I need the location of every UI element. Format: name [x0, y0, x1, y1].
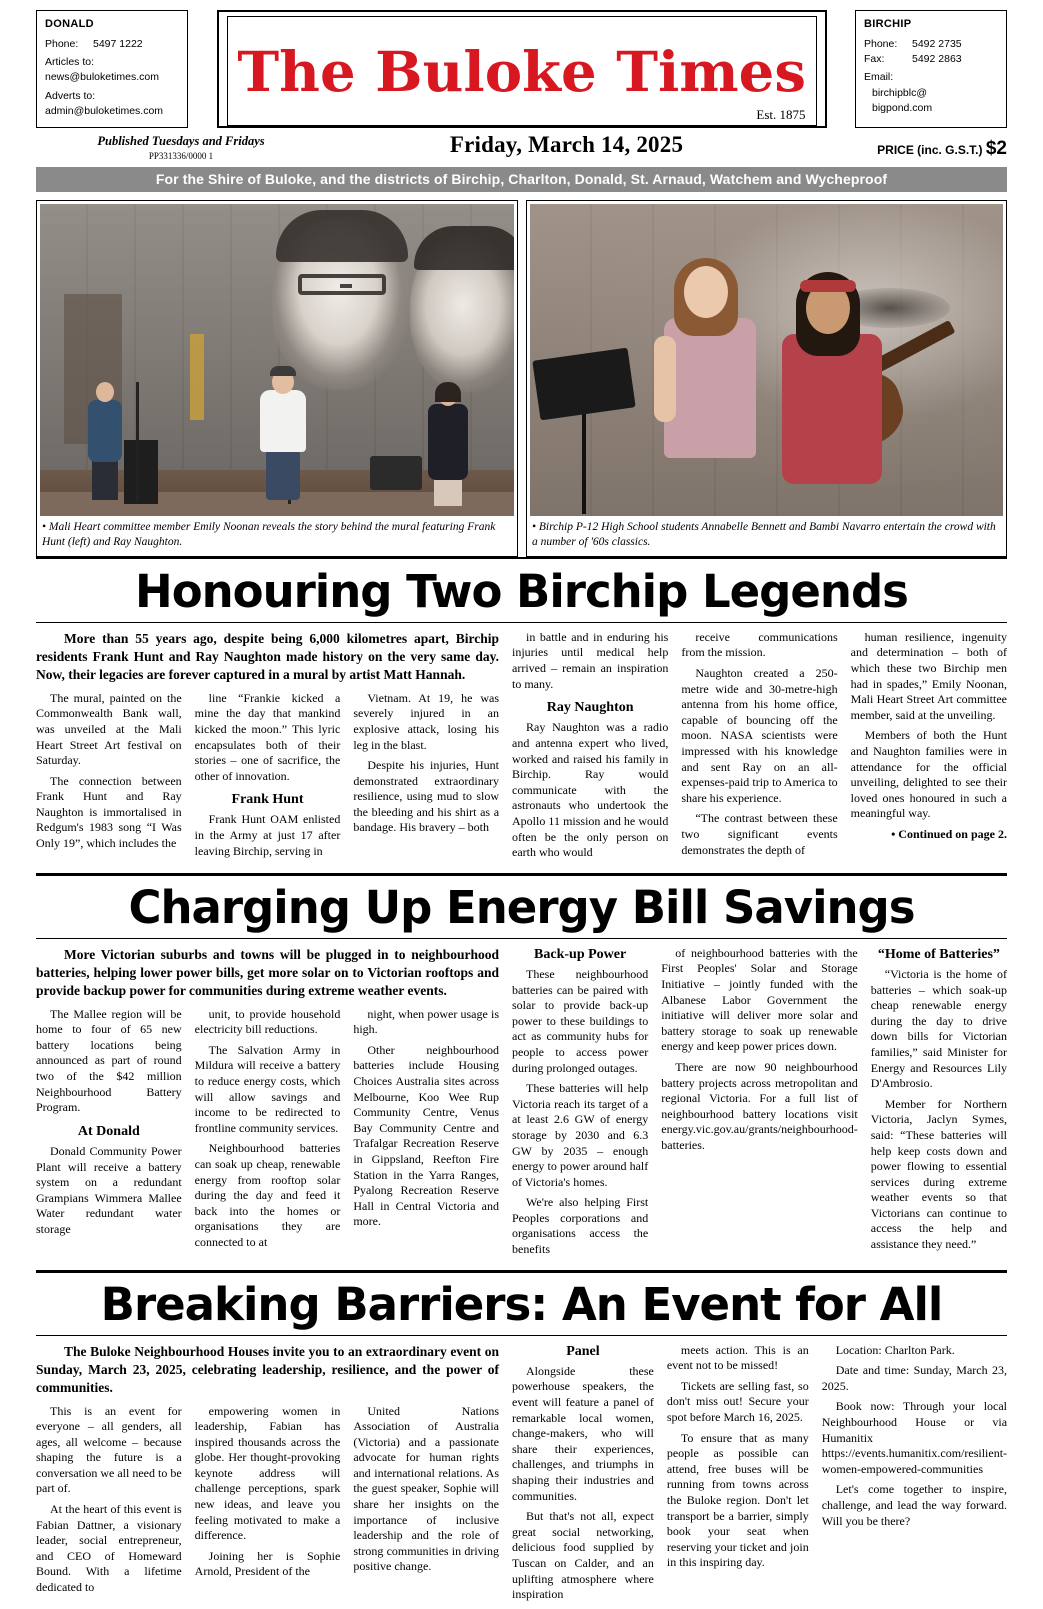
- speaker-figure: [254, 364, 312, 504]
- donald-adverts-label: Adverts to:: [45, 89, 96, 102]
- story-2-col-1: [36, 1007, 182, 1251]
- price-amount: $2: [985, 138, 1007, 159]
- donald-phone-label: Phone:: [45, 37, 79, 50]
- donald-adverts-email[interactable]: admin@buloketimes.com: [45, 104, 164, 117]
- paragraph: Neighbourhood batteries can soak up cheap, renewable energy from rooftop solar during the day and feed it back into the homes or organisations they are connected to at: [194, 1141, 341, 1249]
- amplifier: [370, 456, 422, 490]
- paragraph: “Victoria is the home of batteries – which soak-up cheap renewable energy during the day to drive down bills for Victorian families,” said Minister for Energy and Resources Lily D'Ambrosio.: [870, 966, 1007, 1091]
- paragraph: receive communications from the mission.: [681, 629, 838, 660]
- event-booking-link[interactable]: Book now: Through your local Neighbourhood House or via Humanitix https://events.humanitix.com/resilient-women-empowered-communities: [821, 1399, 1008, 1476]
- donald-phone-value: 5497 1222: [93, 37, 143, 50]
- paragraph: Location: Charlton Park.: [835, 1342, 955, 1357]
- subhead-at-donald: At Donald: [77, 1123, 140, 1139]
- musician-figure: [84, 380, 128, 500]
- subhead-frank-hunt: Frank Hunt: [231, 792, 304, 808]
- donald-articles-label: Articles to:: [45, 56, 95, 69]
- paragraph: The Mallee region will be home to four of 65 new battery locations being announced as part of round two of the $42 million Neighbourhood Battery Program.: [36, 1006, 182, 1115]
- story-2: [36, 946, 1007, 1264]
- birchip-fax-label: Fax:: [864, 53, 885, 66]
- established-text: Est. 1875: [756, 107, 806, 122]
- publication-frequency: Published Tuesdays and Fridays: [97, 134, 265, 148]
- story-3-col-1: [36, 1404, 182, 1596]
- story-1-lede: More than 55 years ago, despite being 6,000 kilometres apart, Birchip residents Frank Hunt and Ray Naughton made history on the very same day. Now, their legacies are forever captured in a mural by artist Matt Hannah.: [36, 630, 499, 682]
- rule-below-headline-3: [36, 1335, 1007, 1336]
- story-3: [36, 1343, 1007, 1609]
- story-2-col-6: [871, 946, 1007, 1258]
- paragraph: The Salvation Army in Mildura will receive a battery to reduce energy costs, which will allow savings and income to be redirected to frontline community services.: [194, 1042, 341, 1135]
- paragraph: Members of both the Hunt and Naughton families were in attendance for the official unveiling, delighted to see their loved ones honoured in such a meaningful way.: [850, 728, 1007, 821]
- birchip-contact-box: [855, 10, 1007, 128]
- paragraph: Naughton created a 250-metre wide and 30-metre-high antenna from his home office, capable of bouncing off the moon. NASA scientists were impressed with his knowledge and sent Ray on an all-expenses-paid trip to America to share his experience.: [681, 666, 838, 805]
- issue-date: Friday, March 14, 2025: [449, 132, 684, 157]
- headline-story-1: Honouring Two Birchip Legends: [135, 564, 908, 618]
- mural-photo-frame: [36, 200, 518, 557]
- paragraph: Let's come together to inspire, challenge, and lead the way forward. Will you be there?: [821, 1482, 1008, 1528]
- paragraph: unit, to provide household electricity bill reductions.: [194, 1006, 341, 1037]
- yellow-panel-shape: [190, 334, 204, 420]
- mural-photo-caption: • Mali Heart committee member Emily Noonan reveals the story behind the mural featuring Frank Hunt (left) and Ray Naughton.: [42, 521, 496, 548]
- paragraph: We're also helping First Peoples corporations and organisations access the benefits: [512, 1195, 649, 1257]
- story-1-col-5: [681, 630, 837, 861]
- story-1-col-4: [512, 630, 668, 861]
- students-photo-caption: • Birchip P-12 High School students Annabelle Bennett and Bambi Navarro entertain the crowd with a number of '60s classics.: [532, 521, 996, 548]
- paragraph: These neighbourhood batteries can be paired with solar to provide back-up power to these buildings to act as community hubs for people to access power during prolonged outages.: [512, 966, 649, 1075]
- paragraph: To ensure that as many people as possible can attend, free buses will be running from towns across the Buloke region. Don't let transport be a barrier, simply book your seat when reserving your ticket and join in this inspiring day.: [666, 1430, 809, 1570]
- paragraph: Alongside these powerhouse speakers, the event will feature a panel of remarkable local women, change-makers, who will share their experiences, challenges, and triumphs in shaping their industries and communities.: [512, 1363, 654, 1503]
- paragraph: Joining her is Sophie Arnold, President of the: [194, 1548, 341, 1579]
- story-3-col-2: [195, 1404, 341, 1596]
- story-1-col-3: [353, 691, 499, 860]
- paragraph: Despite his injuries, Hunt demonstrated extraordinary resilience, using mud to slow the bleeding and his shirt as a bandage. His bravery – both: [353, 758, 500, 835]
- photo-row: [36, 200, 1007, 557]
- paragraph: This is an event for everyone – all genders, all ages, all welcome – because shaping the future is a conversation we all need to be part of.: [36, 1403, 182, 1496]
- birchip-phone-value: 5492 2735: [912, 37, 962, 50]
- story-3-lede: The Buloke Neighbourhood Houses invite you to an extraordinary event on Sunday, March 23, 2025, celebrating leadership, resilience, and the power of communities.: [36, 1343, 499, 1395]
- paragraph: Vietnam. At 19, he was severely injured in an explosive attack, losing his leg in the blast.: [353, 690, 500, 752]
- donald-contact-box: [36, 10, 188, 128]
- nameplate-box: [217, 10, 827, 128]
- mural-hair-left: [276, 210, 408, 262]
- pa-speaker: [124, 440, 158, 504]
- masthead-subline: [36, 134, 1007, 161]
- subhead-backup-power: Back-up Power: [534, 946, 627, 962]
- story-3-col-3: [353, 1404, 499, 1596]
- headline-story-2: Charging Up Energy Bill Savings: [128, 880, 915, 934]
- story-1-col-6: [851, 630, 1007, 861]
- story-3-col-6: [822, 1343, 1007, 1603]
- story-2-col-4: [512, 946, 648, 1258]
- paragraph: “The contrast between these two significant events demonstrates the depth of: [681, 811, 838, 857]
- pp-registration-code: PP331336/0000 1: [148, 151, 214, 161]
- subhead-panel: Panel: [566, 1343, 600, 1359]
- story-2-lede: More Victorian suburbs and towns will be plugged in to neighbourhood batteries, helping lower power bills, get more solar on to Victorian rooftops and provide backup power for communities during extreme weather events.: [36, 946, 499, 998]
- paragraph: The mural, painted on the Commonwealth Bank wall, was unveiled at the Mali Heart Street Art festival on Saturday.: [36, 690, 182, 768]
- paragraph: Tickets are selling fast, so don't miss out! Secure your spot before March 16, 2025.: [666, 1378, 809, 1425]
- subhead-home-of-batteries: “Home of Batteries”: [877, 946, 1000, 962]
- paragraph: in battle and in enduring his injuries until medical help arrived – remain an inspiration to many.: [512, 629, 669, 691]
- story-2-col-5: [661, 946, 858, 1258]
- paragraph: meets action. This is an event not to be missed!: [666, 1342, 809, 1373]
- coverage-banner: For the Shire of Buloke, and the districts of Birchip, Charlton, Donald, St. Arnaud, Watchem and Wycheproof: [36, 167, 1007, 192]
- paragraph: The connection between Frank Hunt and Ray Naughton is immortalised in Redgum's 1983 song “I Was Only 19”, which includes the: [36, 773, 182, 851]
- story-2-col-3: [353, 1007, 499, 1251]
- paragraph: Frank Hunt OAM enlisted in the Army at just 17 after leaving Birchip, serving in: [194, 812, 341, 858]
- price-label: PRICE (inc. G.S.T.): [877, 143, 983, 157]
- mic-stand-left: [136, 382, 139, 502]
- paragraph: Date and time: Sunday, March 23, 2025.: [821, 1363, 1008, 1393]
- mural-glasses: [298, 274, 386, 295]
- birchip-fax-value: 5492 2863: [912, 53, 962, 66]
- paragraph: human resilience, ingenuity and determination – both of which these two Birchip men had in spades,” Emily Noonan, Mali Heart Street Art committee member, said at the unveiling.: [850, 629, 1007, 722]
- continued-line[interactable]: • Continued on page 2.: [891, 827, 1007, 841]
- headline-story-3: Breaking Barriers: An Event for All: [100, 1277, 943, 1331]
- student-guitarist-figure: [766, 282, 896, 516]
- paragraph: There are now 90 neighbourhood battery projects across metropolitan and regional Victoria. For a full list of neighbourhood battery locations visit energy.vic.gov.au/grants/neighbourhood-batteries.: [661, 1059, 858, 1152]
- donald-office-label: DONALD: [45, 18, 94, 30]
- paragraph: These batteries will help Victoria reach its target of a at least 2.6 GW of energy storage by 2030 and 6.3 GW by 2035 – enough energy to power around half of Victoria's homes.: [512, 1081, 649, 1189]
- mural-hair-right: [414, 226, 514, 270]
- birchip-email-line1[interactable]: birchipblc@: [872, 86, 928, 99]
- paragraph: Ray Naughton was a radio and antenna expert who lived, worked and raised his family in Birchip. Ray would communicate with the astronauts who undertook the Apollo 11 mission and he would often be the only person on earth who would: [512, 720, 669, 860]
- paragraph: empowering women in leadership, Fabian has inspired thousands across the globe. Her thought-provoking keynote address will challenge perceptions, spark new ideas, and leave you feeling motivated to make a difference.: [194, 1403, 341, 1543]
- story-1-col-2: [195, 691, 341, 860]
- birchip-email-line2[interactable]: bigpond.com: [872, 101, 933, 114]
- donald-articles-email[interactable]: news@buloketimes.com: [45, 71, 159, 84]
- paragraph: United Nations Association of Australia (Victoria) and a passionate advocate for human rights and international relations. As the guest speaker, Sophie will share her insights on the importance of inclusive leadership and the role of strong communities in driving positive change.: [353, 1403, 500, 1574]
- newspaper-title: The Buloke Times: [237, 38, 806, 104]
- story-2-col-2: [195, 1007, 341, 1251]
- story-3-col-4: [512, 1343, 654, 1603]
- mural-photo: [40, 204, 514, 516]
- students-photo: [530, 204, 1003, 516]
- rule-below-headline-1: [36, 622, 1007, 623]
- paragraph: Donald Community Power Plant will receive a battery system on a redundant Grampians Wimmera Mallee Water redundant water storage: [36, 1143, 182, 1236]
- birchip-office-label: BIRCHIP: [864, 18, 912, 30]
- birchip-email-label: Email:: [864, 71, 894, 84]
- story-3-col-5: [667, 1343, 809, 1603]
- masthead: [36, 10, 1007, 128]
- paragraph: Other neighbourhood batteries include Housing Choices Australia sites across Melbourne, Koo Wee Rup Community Centre, Venus Bay Community Centre and Trafalgar Recreation Reserve in Gippsland, Reefton Fire Station in the Yarra Ranges, Pyalong Recreation Reserve Hall in Central Victoria and more.: [353, 1042, 500, 1229]
- students-photo-frame: [526, 200, 1007, 557]
- birchip-phone-label: Phone:: [864, 37, 898, 50]
- paragraph: But that's not all, expect great social networking, delicious food supplied by Tuscan on Calder, and an uplifting atmosphere where inspiration: [512, 1509, 654, 1602]
- paragraph: At the heart of this event is Fabian Dattner, a visionary leader, social entrepreneur, and CEO of Homeward Bound. With a lifetime dedicated to: [36, 1502, 182, 1595]
- rule-below-headline-2: [36, 938, 1007, 939]
- student-singer-figure: [648, 266, 768, 516]
- story-1: [36, 630, 1007, 867]
- attendee-figure: [422, 382, 474, 506]
- paragraph: line “Frankie kicked a mine the day that mankind kicked the moon.” This lyric encapsulates both of their stories – one of sacrifice, the other of innovation.: [194, 690, 341, 783]
- subhead-ray-naughton: Ray Naughton: [546, 700, 634, 716]
- story-1-col-1: [36, 691, 182, 860]
- paragraph: Member for Northern Victoria, Jaclyn Symes, said: “These batteries will help keep costs down and power flowing to essential services during extreme weather events so that Victorians can continue to access the help and assistance they need.”: [870, 1096, 1007, 1252]
- paragraph: of neighbourhood batteries with the First Peoples' Solar and Storage Initiative – jointly funded with the Albanese Labor Government the initiative will deliver more solar and battery storage to soak up renewable energy and keep power prices down.: [661, 945, 858, 1054]
- paragraph: night, when power usage is high.: [353, 1006, 500, 1037]
